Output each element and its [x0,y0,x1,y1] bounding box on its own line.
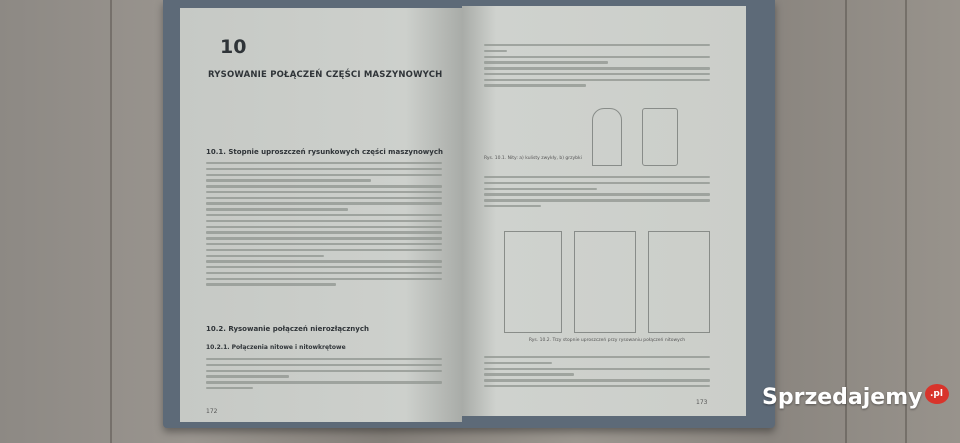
joint-figure-c [648,231,710,333]
body-text [206,162,442,289]
page-number: 172 [206,408,218,415]
page-number: 173 [696,399,708,406]
chapter-number: 10 [220,36,247,58]
wood-plank-seam [905,0,907,443]
rivet-figure-a [592,108,622,166]
right-page [462,6,746,416]
left-page [180,8,462,422]
watermark-logo: Sprzedajemy [762,385,923,410]
wood-plank-seam [110,0,112,443]
watermark [762,384,949,412]
joint-figure-a [504,231,562,333]
section-heading: 10.2. Rysowanie połączeń nierozłącznych [206,325,369,333]
body-text [484,176,710,211]
wood-plank-seam [845,0,847,443]
body-text [206,358,442,393]
figure-caption: Rys. 10.1. Nity: a) kulisty zwykły, b) grzybki [484,156,582,161]
chapter-title: RYSOWANIE POŁĄCZEŃ CZĘŚCI MASZYNOWYCH [208,70,443,80]
joint-figure-b [574,231,636,333]
section-heading: 10.1. Stopnie uproszczeń rysunkowych części maszynowych [206,148,443,156]
rivet-figure-b [642,108,678,166]
watermark-badge: .pl [925,384,949,404]
body-text [484,44,710,90]
figure-caption: Rys. 10.2. Trzy stopnie uproszczeń przy rysowaniu połączeń nitowych [528,338,686,343]
subsection-heading: 10.2.1. Połączenia nitowe i nitowkrętowe [206,344,346,351]
body-text [484,356,710,391]
